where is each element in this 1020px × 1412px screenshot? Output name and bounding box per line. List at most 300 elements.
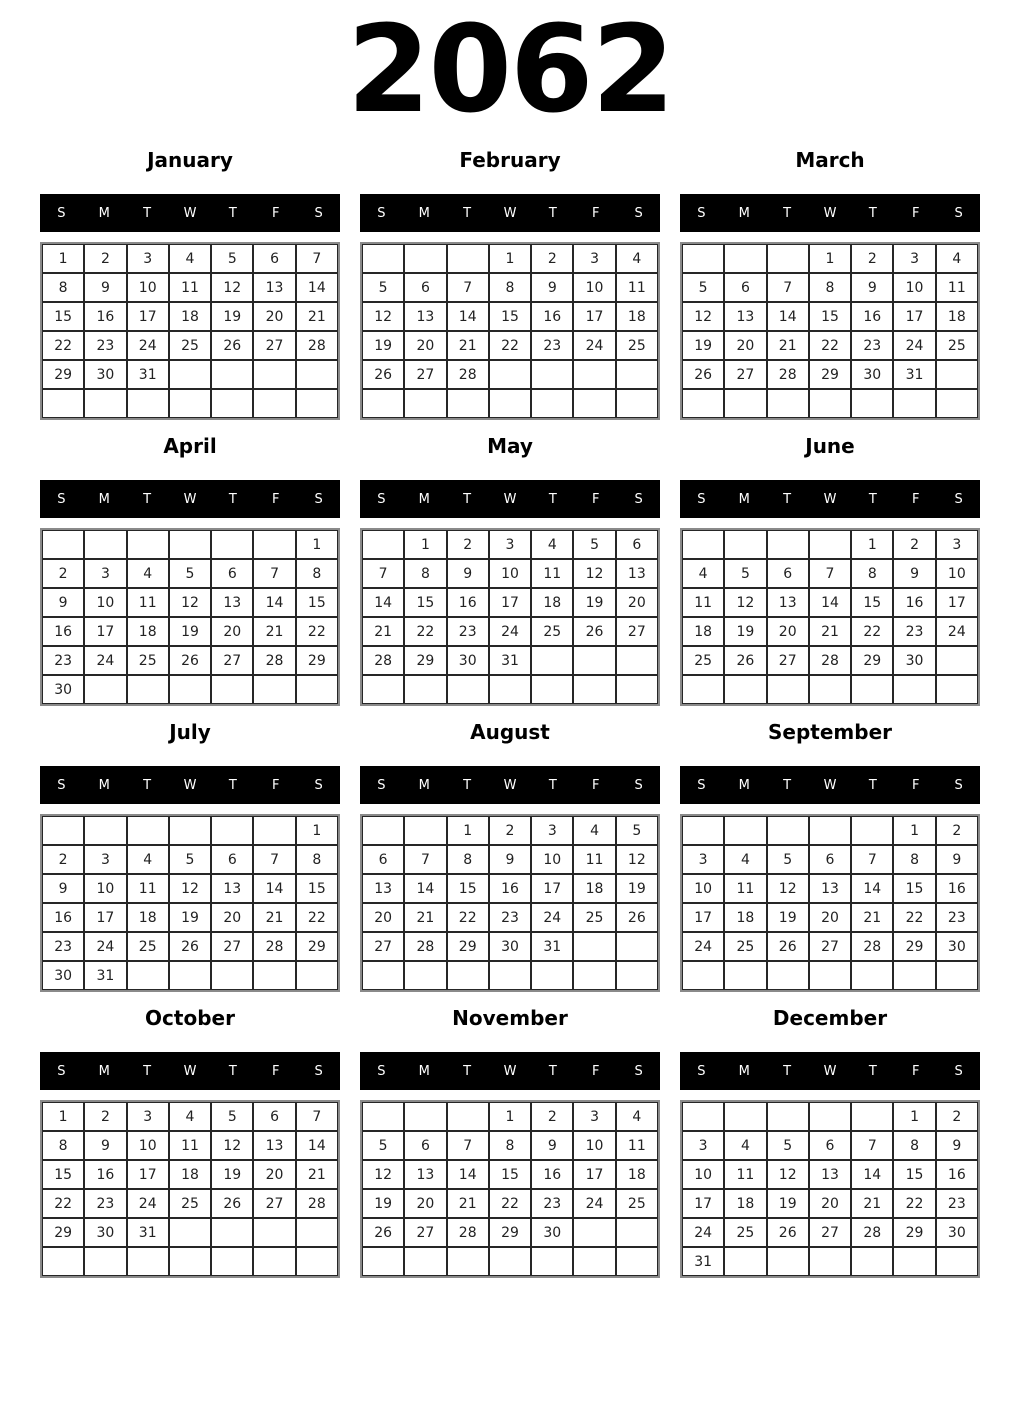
day-cell: 24 <box>573 331 615 360</box>
day-cell: 23 <box>936 903 978 932</box>
weekday-label: M <box>738 491 750 507</box>
weekday-label: T <box>228 491 237 507</box>
day-cell: 14 <box>851 1160 893 1189</box>
day-cell: 21 <box>362 617 404 646</box>
day-cell-empty <box>893 961 935 990</box>
day-cell: 12 <box>573 559 615 588</box>
day-cell: 11 <box>127 874 169 903</box>
day-cell: 4 <box>127 559 169 588</box>
month-title: August <box>470 720 550 744</box>
day-cell-empty <box>127 816 169 845</box>
day-cell-empty <box>616 389 658 418</box>
day-cell: 24 <box>531 903 573 932</box>
day-cell: 26 <box>211 1189 253 1218</box>
day-cell: 26 <box>362 1218 404 1247</box>
day-cell: 2 <box>84 1102 126 1131</box>
month-day-grid <box>360 814 660 992</box>
day-cell: 21 <box>253 617 295 646</box>
day-cell: 11 <box>531 559 573 588</box>
day-cell-empty <box>767 675 809 704</box>
day-cell-empty <box>253 961 295 990</box>
day-cell-empty <box>936 961 978 990</box>
weekday-label: S <box>697 1063 706 1079</box>
weekday-header-row <box>680 766 980 804</box>
day-cell-empty <box>84 1247 126 1276</box>
day-cell-empty <box>489 360 531 389</box>
day-cell-empty <box>767 389 809 418</box>
day-cell: 25 <box>169 1189 211 1218</box>
weekday-label: S <box>57 1063 66 1079</box>
weekday-label: M <box>418 777 430 793</box>
day-cell: 28 <box>253 646 295 675</box>
day-cell: 2 <box>489 816 531 845</box>
day-cell: 31 <box>682 1247 724 1276</box>
day-cell-empty <box>296 1218 338 1247</box>
day-cell: 6 <box>767 559 809 588</box>
weekday-label: S <box>314 777 323 793</box>
day-cell: 26 <box>169 932 211 961</box>
day-cell: 8 <box>296 845 338 874</box>
day-cell-empty <box>616 646 658 675</box>
day-cell-empty <box>851 961 893 990</box>
day-cell-empty <box>404 961 446 990</box>
day-cell: 27 <box>404 1218 446 1247</box>
day-cell: 31 <box>84 961 126 990</box>
day-cell: 18 <box>127 617 169 646</box>
weekday-header-row <box>360 766 660 804</box>
day-cell: 15 <box>489 302 531 331</box>
weekday-label: F <box>271 777 280 793</box>
day-cell: 19 <box>169 617 211 646</box>
day-cell: 23 <box>84 1189 126 1218</box>
day-cell: 15 <box>296 874 338 903</box>
day-cell: 4 <box>573 816 615 845</box>
day-cell: 15 <box>42 1160 84 1189</box>
day-cell-empty <box>42 816 84 845</box>
day-cell: 16 <box>84 302 126 331</box>
day-cell-empty <box>531 675 573 704</box>
day-cell: 27 <box>767 646 809 675</box>
day-cell-empty <box>893 1247 935 1276</box>
day-cell: 2 <box>447 530 489 559</box>
day-cell-empty <box>127 961 169 990</box>
day-cell: 8 <box>296 559 338 588</box>
day-cell: 30 <box>447 646 489 675</box>
day-cell-empty <box>489 675 531 704</box>
day-cell: 4 <box>724 845 766 874</box>
day-cell: 18 <box>682 617 724 646</box>
day-cell: 17 <box>489 588 531 617</box>
weekday-label: T <box>548 1063 557 1079</box>
day-cell: 8 <box>42 1131 84 1160</box>
day-cell: 28 <box>851 1218 893 1247</box>
day-cell: 11 <box>936 273 978 302</box>
day-cell: 13 <box>362 874 404 903</box>
day-cell: 22 <box>489 1189 531 1218</box>
weekday-label: T <box>228 205 237 221</box>
day-cell: 25 <box>682 646 724 675</box>
weekday-header-row <box>360 194 660 232</box>
day-cell: 9 <box>936 845 978 874</box>
day-cell: 3 <box>682 1131 724 1160</box>
day-cell: 5 <box>767 845 809 874</box>
month-block <box>40 1000 340 1278</box>
weekday-label: T <box>463 491 472 507</box>
day-cell: 24 <box>682 1218 724 1247</box>
day-cell-empty <box>447 244 489 273</box>
day-cell: 3 <box>84 845 126 874</box>
month-day-grid <box>360 528 660 706</box>
day-cell-empty <box>84 816 126 845</box>
day-cell-empty <box>127 530 169 559</box>
month-block <box>680 142 980 420</box>
day-cell: 13 <box>404 302 446 331</box>
day-cell: 21 <box>851 903 893 932</box>
day-cell: 27 <box>616 617 658 646</box>
weekday-header-row <box>680 480 980 518</box>
weekday-header-row <box>40 194 340 232</box>
day-cell: 15 <box>893 1160 935 1189</box>
month-block <box>40 714 340 992</box>
day-cell: 5 <box>616 816 658 845</box>
day-cell: 24 <box>573 1189 615 1218</box>
day-cell-empty <box>724 816 766 845</box>
day-cell: 12 <box>767 874 809 903</box>
day-cell: 11 <box>169 273 211 302</box>
day-cell: 14 <box>447 302 489 331</box>
day-cell-empty <box>296 389 338 418</box>
day-cell: 10 <box>682 1160 724 1189</box>
weekday-label: S <box>634 205 643 221</box>
day-cell: 6 <box>809 1131 851 1160</box>
day-cell: 9 <box>851 273 893 302</box>
day-cell-empty <box>447 675 489 704</box>
day-cell: 12 <box>362 302 404 331</box>
day-cell: 6 <box>211 845 253 874</box>
day-cell-empty <box>253 816 295 845</box>
day-cell: 19 <box>724 617 766 646</box>
day-cell: 6 <box>616 530 658 559</box>
weekday-label: T <box>228 1063 237 1079</box>
weekday-label: M <box>738 1063 750 1079</box>
day-cell: 4 <box>616 244 658 273</box>
weekday-label: M <box>98 491 110 507</box>
day-cell: 10 <box>573 1131 615 1160</box>
day-cell: 14 <box>404 874 446 903</box>
day-cell: 8 <box>489 273 531 302</box>
day-cell: 29 <box>893 932 935 961</box>
day-cell: 5 <box>169 845 211 874</box>
weekday-header-row <box>40 480 340 518</box>
day-cell: 24 <box>893 331 935 360</box>
day-cell: 28 <box>296 1189 338 1218</box>
day-cell: 6 <box>404 273 446 302</box>
day-cell: 29 <box>296 646 338 675</box>
month-day-grid <box>40 528 340 706</box>
day-cell: 23 <box>531 1189 573 1218</box>
day-cell-empty <box>84 530 126 559</box>
weekday-label: W <box>503 491 517 507</box>
weekday-label: S <box>377 205 386 221</box>
day-cell: 1 <box>296 816 338 845</box>
day-cell-empty <box>362 1247 404 1276</box>
month-block <box>40 142 340 420</box>
weekday-label: S <box>697 205 706 221</box>
day-cell: 22 <box>489 331 531 360</box>
day-cell: 29 <box>851 646 893 675</box>
day-cell: 11 <box>573 845 615 874</box>
day-cell: 2 <box>893 530 935 559</box>
weekday-label: S <box>377 1063 386 1079</box>
day-cell: 19 <box>211 1160 253 1189</box>
day-cell-empty <box>296 961 338 990</box>
day-cell: 18 <box>531 588 573 617</box>
weekday-label: M <box>738 777 750 793</box>
day-cell-empty <box>767 530 809 559</box>
weekday-label: M <box>418 491 430 507</box>
day-cell-empty <box>682 244 724 273</box>
weekday-header-row <box>40 766 340 804</box>
weekday-label: W <box>183 1063 197 1079</box>
weekday-label: M <box>98 1063 110 1079</box>
day-cell-empty <box>362 244 404 273</box>
weekday-header-row <box>360 1052 660 1090</box>
day-cell: 23 <box>936 1189 978 1218</box>
day-cell-empty <box>851 1102 893 1131</box>
day-cell: 20 <box>616 588 658 617</box>
day-cell-empty <box>531 961 573 990</box>
day-cell: 27 <box>809 1218 851 1247</box>
day-cell: 19 <box>682 331 724 360</box>
day-cell-empty <box>531 646 573 675</box>
day-cell: 23 <box>531 331 573 360</box>
day-cell: 12 <box>724 588 766 617</box>
day-cell: 7 <box>767 273 809 302</box>
day-cell-empty <box>404 1102 446 1131</box>
weekday-header-row <box>360 480 660 518</box>
day-cell-empty <box>362 675 404 704</box>
day-cell-empty <box>404 816 446 845</box>
day-cell: 11 <box>724 874 766 903</box>
month-day-grid <box>680 814 980 992</box>
day-cell: 16 <box>936 874 978 903</box>
weekday-label: T <box>463 1063 472 1079</box>
day-cell: 21 <box>851 1189 893 1218</box>
day-cell-empty <box>84 389 126 418</box>
day-cell: 7 <box>362 559 404 588</box>
month-title: December <box>772 1006 888 1030</box>
day-cell: 23 <box>42 932 84 961</box>
day-cell-empty <box>211 530 253 559</box>
day-cell-empty <box>531 389 573 418</box>
day-cell: 24 <box>127 331 169 360</box>
weekday-label: T <box>783 205 792 221</box>
day-cell-empty <box>447 1247 489 1276</box>
day-cell: 24 <box>84 646 126 675</box>
day-cell: 14 <box>296 1131 338 1160</box>
day-cell-empty <box>42 530 84 559</box>
month-title: October <box>145 1006 235 1030</box>
day-cell: 2 <box>42 559 84 588</box>
day-cell: 14 <box>447 1160 489 1189</box>
day-cell: 7 <box>296 1102 338 1131</box>
day-cell: 1 <box>489 244 531 273</box>
day-cell-empty <box>169 675 211 704</box>
day-cell: 8 <box>809 273 851 302</box>
day-cell: 25 <box>531 617 573 646</box>
weekday-label: T <box>143 491 152 507</box>
day-cell: 20 <box>809 1189 851 1218</box>
day-cell: 18 <box>724 903 766 932</box>
day-cell-empty <box>767 1102 809 1131</box>
day-cell: 3 <box>127 1102 169 1131</box>
weekday-label: S <box>954 205 963 221</box>
weekday-label: T <box>783 1063 792 1079</box>
day-cell: 24 <box>127 1189 169 1218</box>
day-cell: 27 <box>253 331 295 360</box>
day-cell: 29 <box>404 646 446 675</box>
day-cell: 10 <box>573 273 615 302</box>
day-cell-empty <box>362 961 404 990</box>
day-cell-empty <box>809 1247 851 1276</box>
weekday-label: T <box>783 491 792 507</box>
weekday-label: T <box>463 777 472 793</box>
day-cell-empty <box>531 1247 573 1276</box>
day-cell: 9 <box>489 845 531 874</box>
day-cell: 15 <box>489 1160 531 1189</box>
weekday-label: S <box>57 491 66 507</box>
day-cell: 14 <box>253 588 295 617</box>
day-cell: 1 <box>489 1102 531 1131</box>
day-cell: 27 <box>724 360 766 389</box>
day-cell: 25 <box>127 932 169 961</box>
day-cell: 8 <box>42 273 84 302</box>
weekday-label: F <box>911 1063 920 1079</box>
weekday-label: F <box>591 777 600 793</box>
day-cell-empty <box>127 389 169 418</box>
day-cell: 31 <box>127 360 169 389</box>
day-cell: 16 <box>42 903 84 932</box>
day-cell: 10 <box>127 1131 169 1160</box>
day-cell-empty <box>724 1247 766 1276</box>
month-block <box>360 1000 660 1278</box>
day-cell-empty <box>724 1102 766 1131</box>
day-cell-empty <box>573 360 615 389</box>
day-cell-empty <box>936 646 978 675</box>
day-cell: 1 <box>851 530 893 559</box>
day-cell: 4 <box>531 530 573 559</box>
day-cell: 14 <box>809 588 851 617</box>
day-cell-empty <box>211 961 253 990</box>
weekday-label: T <box>868 1063 877 1079</box>
day-cell: 14 <box>253 874 295 903</box>
day-cell: 23 <box>447 617 489 646</box>
day-cell-empty <box>42 1247 84 1276</box>
day-cell-empty <box>936 1247 978 1276</box>
day-cell: 30 <box>936 932 978 961</box>
day-cell-empty <box>404 244 446 273</box>
day-cell: 12 <box>211 273 253 302</box>
day-cell: 3 <box>573 244 615 273</box>
day-cell: 2 <box>851 244 893 273</box>
month-block <box>360 714 660 992</box>
month-title: June <box>805 434 855 458</box>
weekday-label: S <box>697 777 706 793</box>
weekday-label: M <box>98 205 110 221</box>
weekday-label: S <box>377 491 386 507</box>
day-cell: 18 <box>573 874 615 903</box>
day-cell: 4 <box>169 244 211 273</box>
day-cell: 1 <box>447 816 489 845</box>
day-cell-empty <box>169 360 211 389</box>
weekday-label: F <box>271 491 280 507</box>
weekday-label: F <box>911 777 920 793</box>
month-block <box>40 428 340 706</box>
day-cell-empty <box>724 530 766 559</box>
day-cell-empty <box>893 675 935 704</box>
day-cell: 5 <box>169 559 211 588</box>
weekday-label: M <box>738 205 750 221</box>
day-cell: 23 <box>42 646 84 675</box>
day-cell: 5 <box>724 559 766 588</box>
day-cell: 7 <box>253 845 295 874</box>
day-cell: 12 <box>767 1160 809 1189</box>
day-cell: 24 <box>682 932 724 961</box>
month-title: July <box>169 720 211 744</box>
day-cell-empty <box>682 816 724 845</box>
month-title: November <box>452 1006 568 1030</box>
weekday-label: S <box>57 205 66 221</box>
weekday-label: T <box>868 491 877 507</box>
day-cell-empty <box>682 530 724 559</box>
day-cell: 30 <box>893 646 935 675</box>
day-cell: 11 <box>616 273 658 302</box>
day-cell: 30 <box>936 1218 978 1247</box>
day-cell: 12 <box>682 302 724 331</box>
day-cell: 27 <box>253 1189 295 1218</box>
day-cell: 22 <box>42 1189 84 1218</box>
day-cell-empty <box>573 932 615 961</box>
day-cell: 20 <box>362 903 404 932</box>
day-cell: 23 <box>84 331 126 360</box>
weekday-label: S <box>57 777 66 793</box>
day-cell-empty <box>253 530 295 559</box>
day-cell: 3 <box>573 1102 615 1131</box>
weekday-label: T <box>143 205 152 221</box>
day-cell-empty <box>682 675 724 704</box>
day-cell: 11 <box>169 1131 211 1160</box>
day-cell: 9 <box>531 1131 573 1160</box>
day-cell-empty <box>447 1102 489 1131</box>
day-cell: 26 <box>767 932 809 961</box>
day-cell: 26 <box>616 903 658 932</box>
day-cell: 4 <box>682 559 724 588</box>
day-cell: 14 <box>851 874 893 903</box>
day-cell: 1 <box>296 530 338 559</box>
day-cell: 20 <box>767 617 809 646</box>
weekday-label: W <box>503 205 517 221</box>
calendar-grid <box>0 142 1020 1278</box>
day-cell: 20 <box>724 331 766 360</box>
month-title: April <box>163 434 217 458</box>
day-cell-empty <box>296 360 338 389</box>
day-cell-empty <box>211 1218 253 1247</box>
day-cell: 2 <box>531 244 573 273</box>
day-cell: 8 <box>489 1131 531 1160</box>
day-cell-empty <box>127 675 169 704</box>
day-cell: 20 <box>404 1189 446 1218</box>
day-cell-empty <box>809 675 851 704</box>
